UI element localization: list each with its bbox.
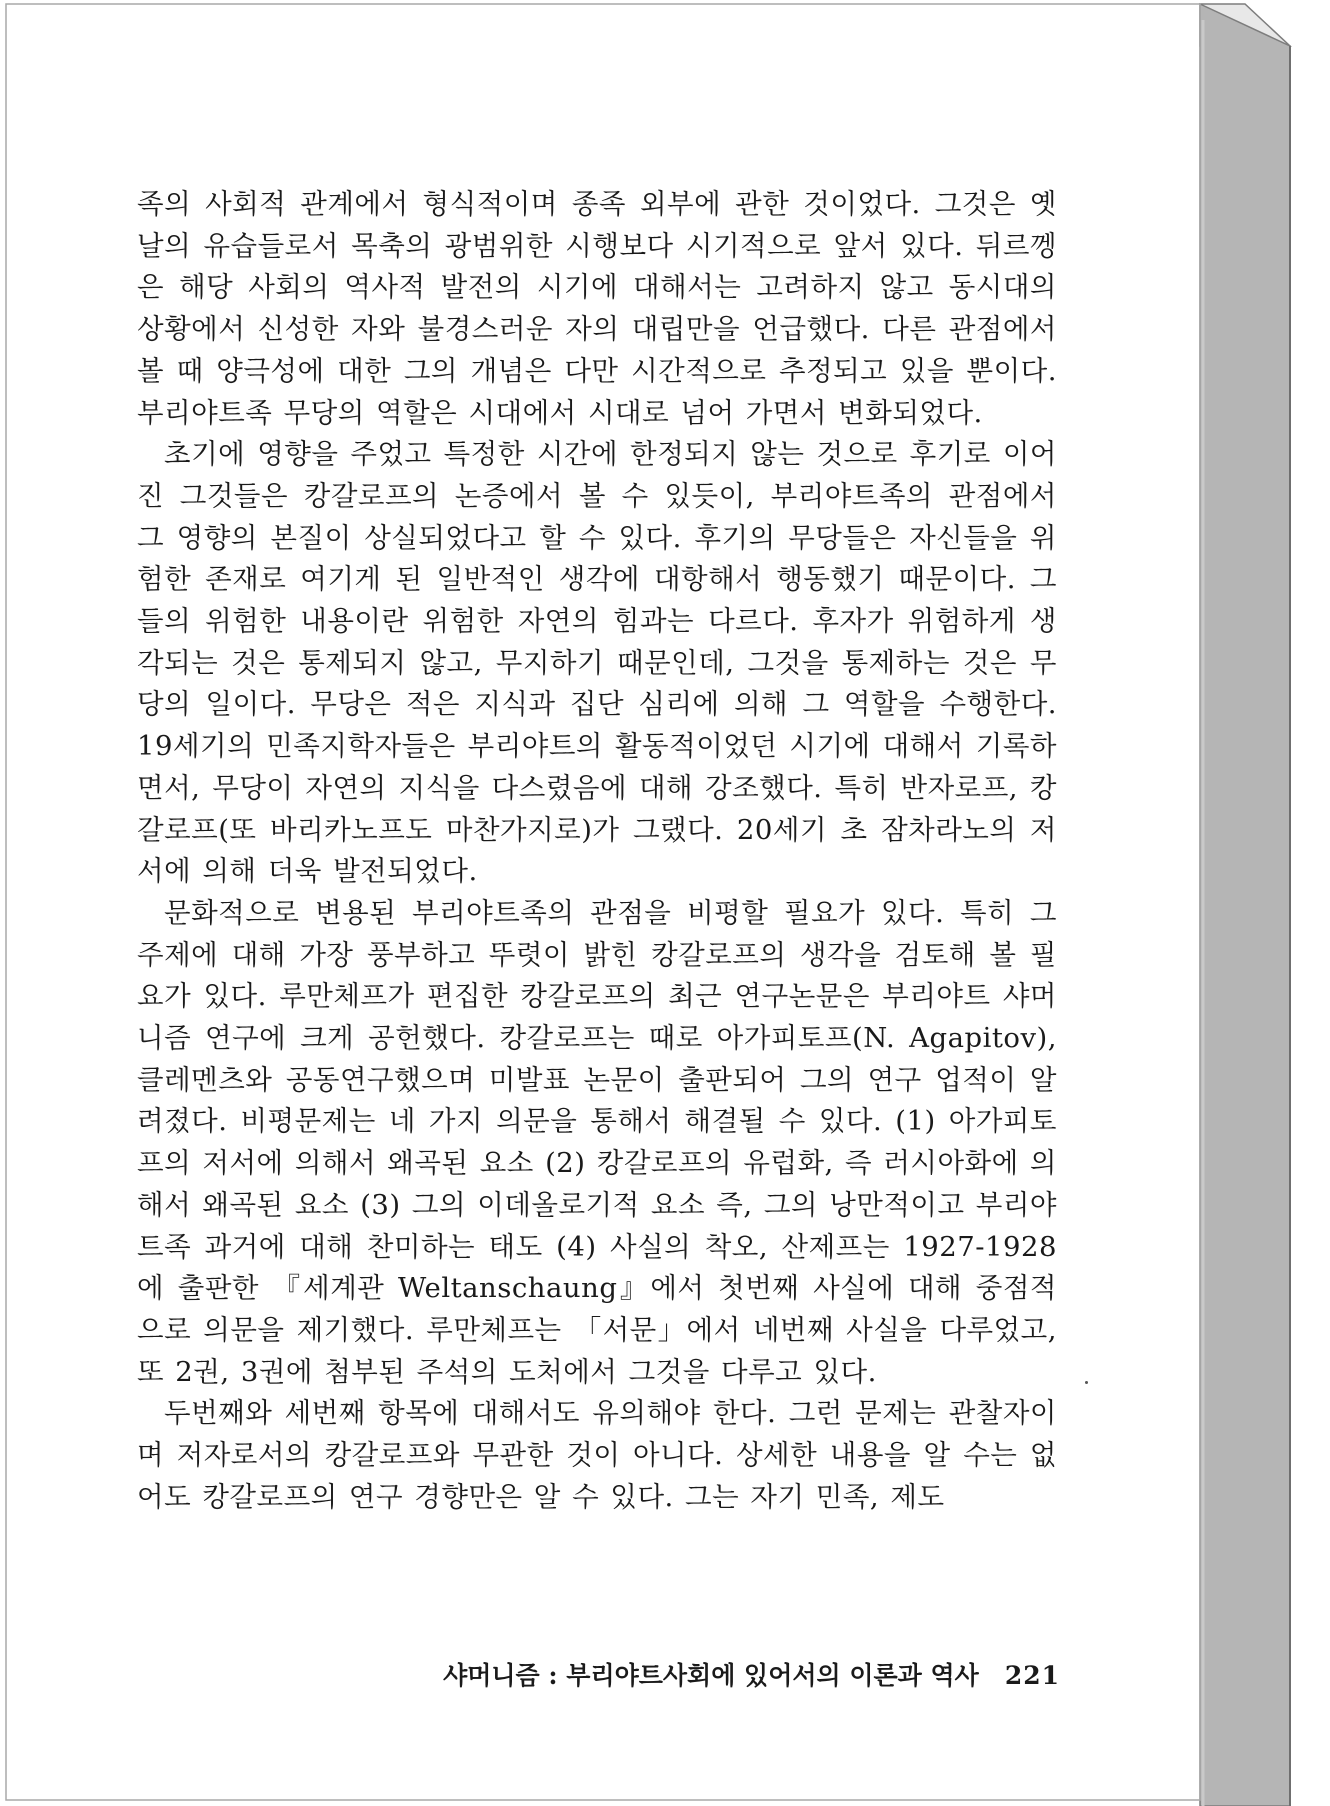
running-footer bbox=[400, 1656, 1060, 1692]
page-number: 221 bbox=[1004, 1661, 1060, 1690]
print-speck bbox=[1085, 1381, 1088, 1384]
paragraph-1: 족의 사회적 관계에서 형식적이며 종족 외부에 관한 것이었다. 그것은 옛날의 유습들로서 목축의 광범위한 시행보다 시기적으로 앞서 있다. 뒤르껭은 해당 사회의 역사적 발전의 시기에 대해서는 고려하지 않고 동시대의 상황에서 신성한 자와 불경스러운 자의 대립만을 언급했다. 다른 관점에서 볼 때 양극성에 대한 그의 개념은 다만 시간적으로 추정되고 있을 뿐이다. 부리야트족 무당의 역할은 시대에서 시대로 넘어 가면서 변화되었다. bbox=[137, 188, 1057, 429]
paragraph-2: 초기에 영향을 주었고 특정한 시간에 한정되지 않는 것으로 후기로 이어진 그것들은 캉갈로프의 논증에서 볼 수 있듯이, 부리야트족의 관점에서 그 영향의 본질이 상실되었다고 할 수 있다. 후기의 무당들은 자신들을 위험한 존재로 여기게 된 일반적인 생각에 대항해서 행동했기 때문이다. 그들의 위험한 내용이란 위험한 자연의 힘과는 다르다. 후자가 위험하게 생각되는 것은 통제되지 않고, 무지하기 때문인데, 그것을 통제하는 것은 무당의 일이다. 무당은 적은 지식과 집단 심리에 의해 그 역할을 수행한다. 19세기의 민족지학자들은 부리야트의 활동적이었던 시기에 대해서 기록하면서, 무당이 자연의 지식을 다스렸음에 대해 강조했다. 특히 반자로프, 캉갈로프(또 바리카노프도 마찬가지로)가 그랬다. 20세기 초 잠차라노의 저서에 의해 더욱 발전되었다. bbox=[137, 438, 1057, 888]
paragraph-4: 두번째와 세번째 항목에 대해서도 유의해야 한다. 그런 문제는 관찰자이며 저자로서의 캉갈로프와 무관한 것이 아니다. 상세한 내용을 알 수는 없어도 캉갈로프의 연구 경향만은 알 수 있다. 그는 자기 민족, 제도 bbox=[137, 1397, 1057, 1513]
body-text bbox=[137, 184, 1057, 1519]
paragraph-3: 문화적으로 변용된 부리야트족의 관점을 비평할 필요가 있다. 특히 그 주제에 대해 가장 풍부하고 뚜렷이 밝힌 캉갈로프의 생각을 검토해 볼 필요가 있다. 루만체프가 편집한 캉갈로프의 최근 연구논문은 부리야트 샤머니즘 연구에 크게 공헌했다. 캉갈로프는 때로 아가피토프(N. Agapitov), 클레멘츠와 공동연구했으며 미발표 논문이 출판되어 그의 연구 업적이 알려졌다. 비평문제는 네 가지 의문을 통해서 해결될 수 있다. (1) 아가피토프의 저서에 의해서 왜곡된 요소 (2) 캉갈로프의 유럽화, 즉 러시아화에 의해서 왜곡된 요소 (3) 그의 이데올로기적 요소 즉, 그의 낭만적이고 부리야트족 과거에 대해 찬미하는 태도 (4) 사실의 착오, 산제프는 1927-1928에 출판한 『세계관 Weltanschaung』에서 첫번째 사실에 대해 중점적으로 의문을 제기했다. 루만체프는 「서문」에서 네번째 사실을 다루었고, 또 2권, 3권에 첨부된 주석의 도처에서 그것을 다루고 있다. bbox=[137, 896, 1057, 1388]
running-title: 샤머니즘 : 부리야트사회에 있어서의 이론과 역사 bbox=[443, 1661, 979, 1690]
